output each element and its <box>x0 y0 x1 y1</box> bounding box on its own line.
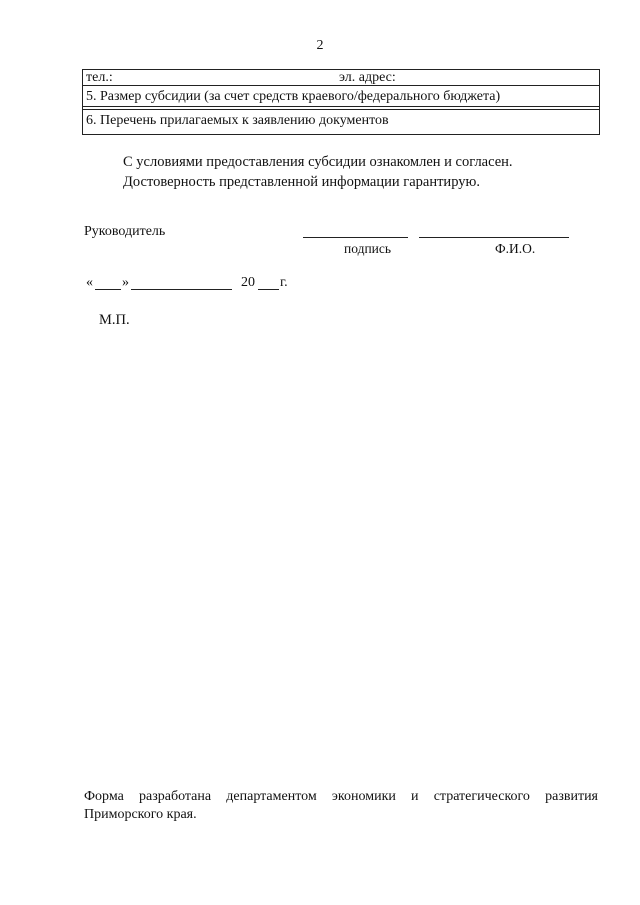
full-name-caption: Ф.И.О. <box>495 241 536 256</box>
role-label: Руководитель <box>84 224 166 239</box>
date-close-quote: » <box>122 275 129 290</box>
day-line <box>95 289 121 290</box>
signature-caption: подпись <box>344 241 392 256</box>
footer-note <box>84 788 598 824</box>
subsidy-amount-row <box>83 86 599 107</box>
consent-line-2: Достоверность представленной информации гарантирую. <box>123 174 480 190</box>
phone-label: тел.: <box>86 70 113 85</box>
consent-line-1: С условиями предоставления субсидии ознакомлен и согласен. <box>123 154 513 170</box>
date-open-quote: « <box>86 275 93 290</box>
signature-line <box>303 237 408 238</box>
application-form-table <box>82 69 600 135</box>
subsidy-amount-label: 5. Размер субсидии (за счет средств краевого/федерального бюджета) <box>86 89 501 104</box>
month-line <box>131 289 232 290</box>
stamp-label: М.П. <box>99 312 130 328</box>
email-label: эл. адрес: <box>339 70 396 85</box>
contacts-row <box>83 70 599 86</box>
documents-list-label: 6. Перечень прилагаемых к заявлению документов <box>86 113 389 128</box>
year-line <box>258 289 279 290</box>
full-name-line <box>419 237 569 238</box>
documents-list-row <box>83 110 599 134</box>
year-suffix: г. <box>280 275 288 290</box>
page-number: 2 <box>316 38 324 53</box>
year-prefix: 20 <box>241 275 255 290</box>
footer-line-1: Форма разработана департаментом экономики и стратегического развития <box>84 789 598 804</box>
footer-line-2: Приморского края. <box>84 807 197 822</box>
